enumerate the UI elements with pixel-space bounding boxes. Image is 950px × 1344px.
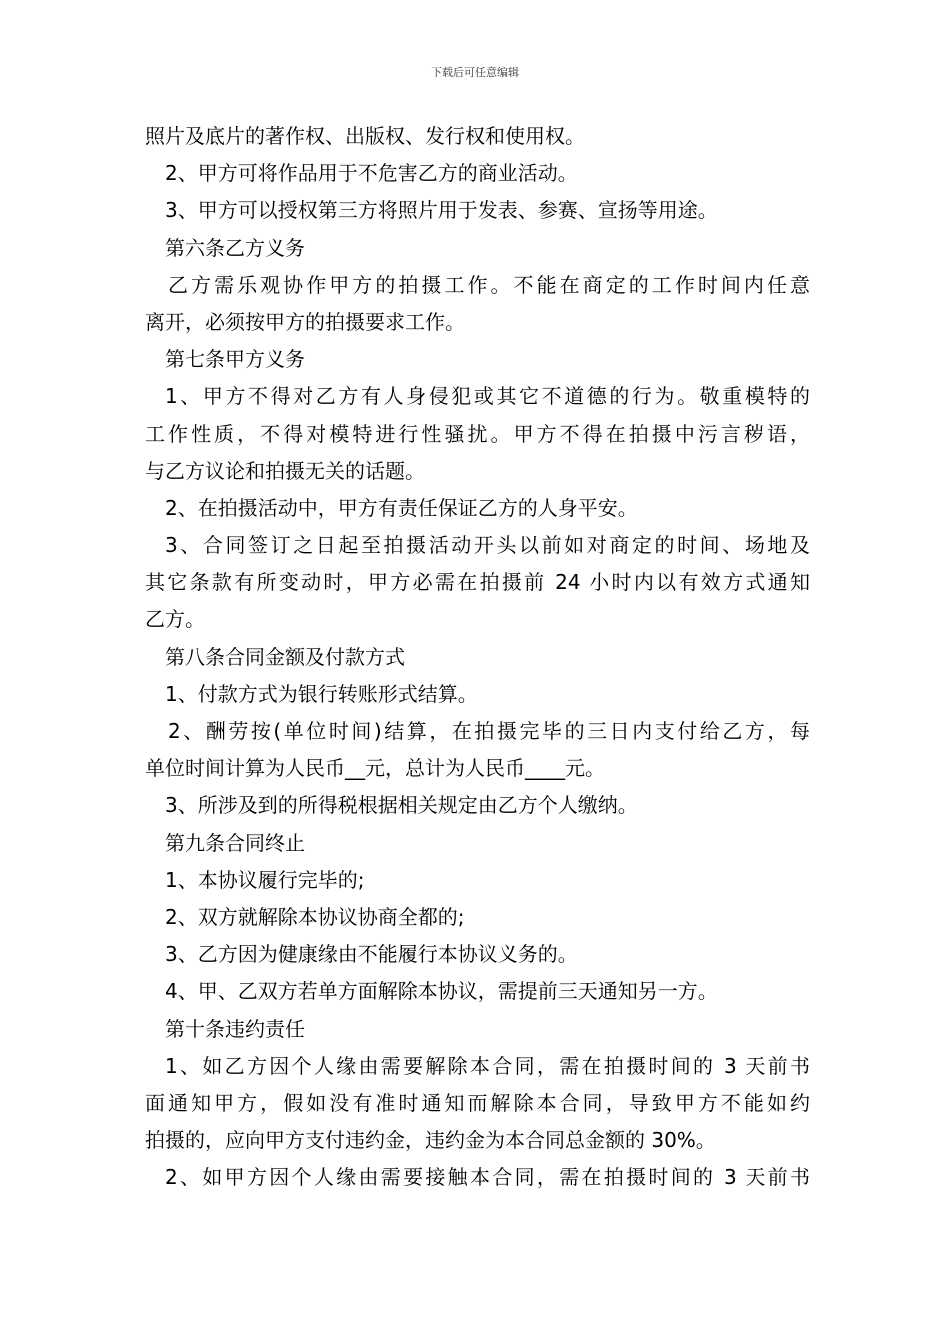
- document-body: [145, 118, 810, 1196]
- paragraph-line: 3、乙方因为健康缘由不能履行本协议义务的。: [165, 942, 578, 967]
- section-heading: 第十条违约责任: [165, 1016, 305, 1041]
- paragraph-line: 1、如乙方因个人缘由需要解除本合同，需在拍摄时间的 3 天前书: [165, 1053, 810, 1078]
- paragraph-line: 离开，必须按甲方的拍摄要求工作。: [145, 309, 465, 334]
- paragraph-line: 乙方。: [145, 607, 205, 632]
- paragraph-line: 乙方需乐观协作甲方的拍摄工作。不能在商定的工作时间内任意: [168, 272, 810, 297]
- paragraph-line: 2、在拍摄活动中，甲方有责任保证乙方的人身平安。: [165, 495, 638, 520]
- paragraph-line: 2、酬劳按(单位时间)结算，在拍摄完毕的三日内支付给乙方，每: [168, 719, 810, 743]
- section-heading: 第九条合同终止: [165, 830, 305, 855]
- paragraph-line: 其它条款有所变动时，甲方必需在拍摄前 24 小时内以有效方式通知: [145, 570, 810, 595]
- paragraph-line: 工作性质，不得对模特进行性骚扰。甲方不得在拍摄中污言秽语，: [145, 421, 810, 446]
- paragraph-line: 单位时间计算为人民币__元，总计为人民币____元。: [145, 756, 605, 781]
- paragraph-line: 1、付款方式为银行转账形式结算。: [165, 681, 478, 706]
- paragraph-line: 1、本协议履行完毕的;: [165, 867, 365, 892]
- paragraph-line: 2、如甲方因个人缘由需要接触本合同，需在拍摄时间的 3 天前书: [165, 1165, 810, 1190]
- paragraph-line: 3、甲方可以授权第三方将照片用于发表、参赛、宣扬等用途。: [165, 198, 718, 223]
- section-heading: 第六条乙方义务: [165, 235, 305, 260]
- paragraph-line: 面通知甲方，假如没有准时通知而解除本合同，导致甲方不能如约: [145, 1090, 810, 1115]
- paragraph-line: 3、合同签订之日起至拍摄活动开头以前如对商定的时间、场地及: [165, 533, 810, 558]
- paragraph-line: 拍摄的，应向甲方支付违约金，违约金为本合同总金额的 30%。: [145, 1128, 716, 1153]
- page-header: 下载后可任意编辑: [431, 66, 519, 79]
- paragraph-line: 2、双方就解除本协议协商全都的;: [165, 904, 465, 929]
- paragraph-line: 3、所涉及到的所得税根据相关规定由乙方个人缴纳。: [165, 793, 638, 818]
- paragraph-line: 2、甲方可将作品用于不危害乙方的商业活动。: [165, 161, 578, 186]
- section-heading: 第八条合同金额及付款方式: [165, 644, 405, 669]
- paragraph-line: 4、甲、乙双方若单方面解除本协议，需提前三天通知另一方。: [165, 979, 718, 1004]
- paragraph-line: 照片及底片的著作权、出版权、发行权和使用权。: [145, 124, 585, 148]
- section-heading: 第七条甲方义务: [165, 347, 305, 372]
- paragraph-line: 与乙方议论和拍摄无关的话题。: [145, 458, 425, 483]
- paragraph-line: 1、甲方不得对乙方有人身侵犯或其它不道德的行为。敬重模特的: [165, 384, 810, 409]
